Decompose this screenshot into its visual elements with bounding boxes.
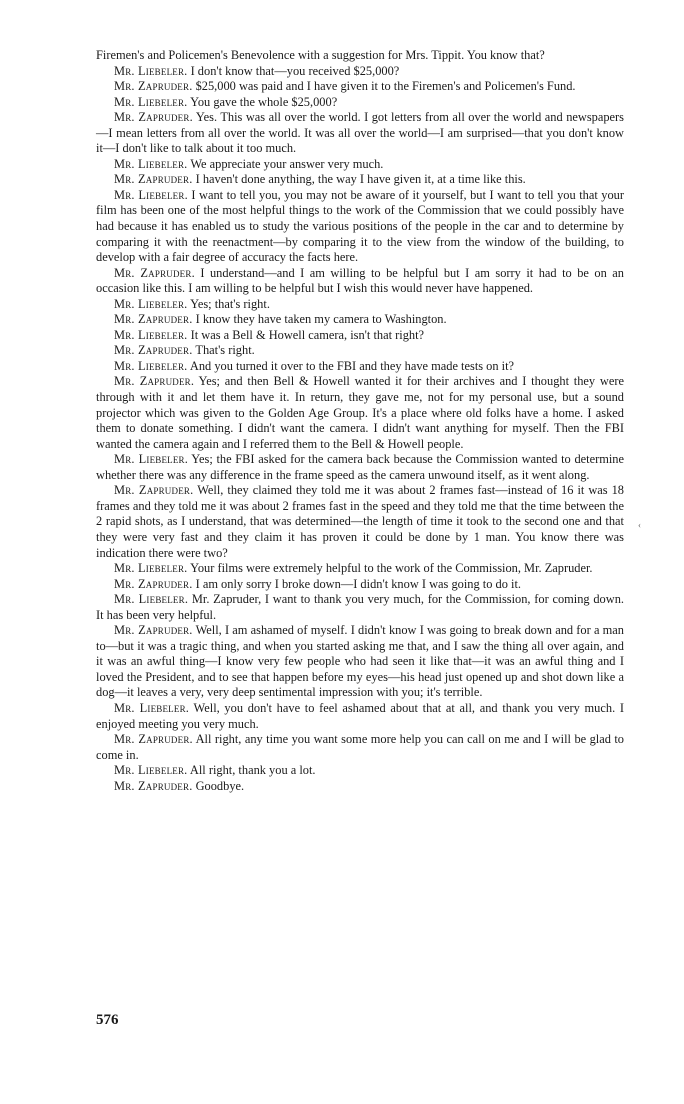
speaker-name: Mr. Zapruder.: [114, 172, 193, 187]
paragraph: [96, 312, 624, 328]
paragraph-text: Yes; that's right.: [187, 296, 270, 311]
paragraph-text: All right, thank you a lot.: [187, 763, 316, 778]
speaker-name: Mr. Zapruder.: [114, 623, 193, 638]
paragraph-text: Yes; and then Bell & Howell wanted it for their archives and I thought they were through with it and let them have it. In return, they gave me, not for my personal use, but a sound projector which was given to the Golden Age Group. It's a place where old folks have a home. I asked them to donate something. I didn't want the camera. I didn't want anything for myself. Then the FBI wanted the camera again and I referred them to the Bell & Howell people.: [96, 374, 624, 451]
paragraph-text: That's right.: [192, 343, 255, 358]
paragraph: [96, 79, 624, 95]
speaker-name: Mr. Liebeler.: [114, 763, 188, 778]
paragraph: [96, 763, 624, 779]
speaker-name: Mr. Zapruder.: [114, 110, 193, 125]
paragraph-text: I understand—and I am willing to be helpful but I am sorry it had to be on an occasion like this. I am willing to be helpful but I wish this would never have happened.: [96, 265, 624, 296]
paragraph: [96, 374, 624, 452]
paragraph-text: Well, I am ashamed of myself. I didn't know I was going to break down and for a man to—but it was a tragic thing, and when you started asking me that, and I saw the thing all over again, and it was an awful thing—I know very few people who had seen it like that—it was an awful thing and I loved the President, and to see that happen before my eyes—his head just opened up and shot down like a dog—it leaves a very, very deep sentimental impression with you; it's terrible.: [96, 623, 624, 700]
paragraph: [96, 732, 624, 763]
paragraph: [96, 328, 624, 344]
speaker-name: Mr. Liebeler.: [114, 358, 188, 373]
page-number: 576: [96, 1012, 119, 1028]
paragraph: [96, 110, 624, 157]
paragraph: [96, 95, 624, 111]
paragraph-text: I haven't done anything, the way I have given it, at a time like this.: [192, 172, 526, 187]
speaker-name: Mr. Zapruder.: [114, 343, 193, 358]
paragraph-text: And you turned it over to the FBI and they have made tests on it?: [187, 358, 515, 373]
paragraph-text: Your films were extremely helpful to the work of the Commission, Mr. Zapruder.: [187, 561, 593, 576]
paragraph-text: Well, they claimed they told me it was about 2 frames fast—instead of 16 it was 18 frames and they told me it was about 2 frames fast in the speed and they told me that the time between the 2 rapid shots, as I understand, that was determined—the length of time it took to the second one and that they were very fast and they claim it has proven it could be done by 1 man. You know there was indication there were two?: [96, 483, 624, 560]
speaker-name: Mr. Liebeler.: [114, 187, 188, 202]
paragraph: [96, 48, 624, 64]
speaker-name: Mr. Liebeler.: [114, 156, 188, 171]
speaker-name: Mr. Zapruder.: [114, 732, 193, 747]
paragraph-text: Well, you don't have to feel ashamed about that at all, and thank you very much. I enjoyed meeting you very much.: [96, 700, 624, 731]
speaker-name: Mr. Zapruder.: [114, 79, 193, 94]
speaker-name: Mr. Zapruder.: [114, 374, 195, 389]
speaker-name: Mr. Zapruder.: [114, 312, 193, 327]
paragraph-text: Yes. This was all over the world. I got letters from all over the world and newspapers—I mean letters from all over the world. It was all over the world—I am surprised—that you don't know it—I don't like to talk about it too much.: [96, 110, 624, 156]
paragraph: [96, 577, 624, 593]
paragraph: [96, 343, 624, 359]
paragraph: [96, 157, 624, 173]
paragraph: [96, 297, 624, 313]
paragraph: [96, 359, 624, 375]
paragraph-text: Mr. Zapruder, I want to thank you very much, for the Commission, for coming down. It has been very helpful.: [96, 592, 624, 622]
speaker-name: Mr. Liebeler.: [114, 561, 188, 576]
paragraph: [96, 188, 624, 266]
paragraph-text: It was a Bell & Howell camera, isn't that right?: [187, 327, 425, 342]
paragraph: [96, 452, 624, 483]
paragraph: [96, 483, 624, 561]
paragraph-text: You gave the whole $25,000?: [187, 94, 338, 109]
speaker-name: Mr. Zapruder.: [114, 778, 193, 793]
speaker-name: Mr. Liebeler.: [114, 296, 188, 311]
speaker-name: Mr. Liebeler.: [114, 592, 189, 607]
paragraph: [96, 172, 624, 188]
paragraph: [96, 623, 624, 701]
speaker-name: Mr. Liebeler.: [114, 94, 188, 109]
speaker-name: Mr. Zapruder.: [114, 576, 193, 591]
speaker-name: Mr. Liebeler.: [114, 327, 188, 342]
speaker-name: Mr. Zapruder.: [114, 483, 194, 498]
speaker-name: Mr. Liebeler.: [114, 700, 190, 715]
paragraph-text: We appreciate your answer very much.: [187, 156, 384, 171]
paragraph-text: I know they have taken my camera to Washington.: [192, 312, 447, 327]
paragraph: [96, 561, 624, 577]
paragraph-text: Yes; the FBI asked for the camera back because the Commission wanted to determine whether there was any difference in the frame speed as the camera unwound itself, as it went along.: [96, 452, 624, 482]
paragraph-text: Firemen's and Policemen's Benevolence with a suggestion for Mrs. Tippit. You know that?: [96, 48, 545, 62]
paragraph: [96, 64, 624, 80]
paragraph: [96, 266, 624, 297]
paragraph-text: I want to tell you, you may not be aware of it yourself, but I want to tell you that your film has been one of the most helpful things to the work of the Commission that we could possibly have had because it has enabled us to study the various positions of the people in the car and to determine by comparing it with the reenactment—by comparing it to the view from the window of the building, to develop with a fair degree of accuracy the facts here.: [96, 187, 624, 265]
speaker-name: Mr. Zapruder.: [114, 265, 195, 280]
margin-mark: ‹: [638, 520, 641, 530]
paragraph-text: Goodbye.: [192, 778, 245, 793]
paragraph-text: $25,000 was paid and I have given it to the Firemen's and Policemen's Fund.: [192, 79, 576, 94]
speaker-name: Mr. Liebeler.: [114, 452, 189, 467]
paragraph-text: I don't know that—you received $25,000?: [187, 63, 400, 78]
paragraph: [96, 592, 624, 623]
paragraph: [96, 701, 624, 732]
paragraph: [96, 779, 624, 795]
paragraph-text: All right, any time you want some more help you can call on me and I will be glad to come in.: [96, 732, 624, 762]
transcript-page: [96, 48, 624, 794]
speaker-name: Mr. Liebeler.: [114, 63, 188, 78]
paragraph-text: I am only sorry I broke down—I didn't know I was going to do it.: [192, 576, 521, 591]
